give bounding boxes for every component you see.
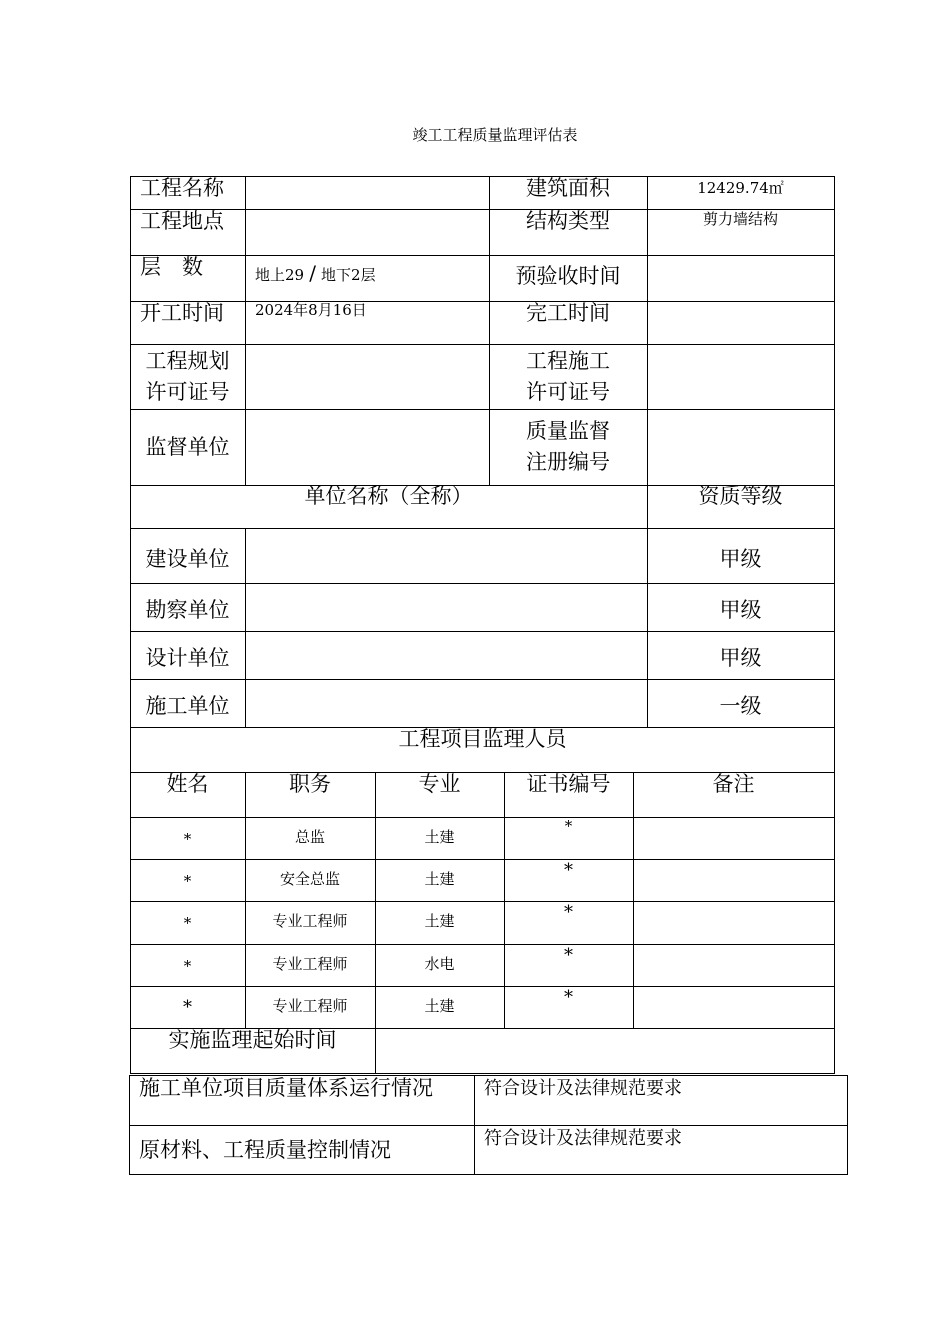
- floors-value: [255, 259, 376, 287]
- staff-specialty: 水电: [424, 955, 455, 973]
- staff-certificate: *: [564, 817, 573, 835]
- quality-reg-label: [489, 417, 647, 478]
- finish-time-label: 完工时间: [526, 301, 610, 325]
- staff-position: 专业工程师: [272, 912, 348, 930]
- staff-name: *: [183, 914, 192, 932]
- structure-value: 剪力墙结构: [702, 210, 778, 228]
- staff-specialty: 土建: [424, 912, 455, 930]
- construct-permit-label-line-2: 许可证号: [526, 380, 610, 405]
- staff-certificate: *: [564, 987, 573, 1008]
- area-value: 12429.74㎡: [697, 179, 784, 197]
- area-label: 建筑面积: [526, 176, 610, 200]
- column-header-name: 姓名: [166, 772, 209, 796]
- quality-system-value: 符合设计及法律规范要求: [484, 1078, 682, 1099]
- qualification-grade-header: 资质等级: [698, 484, 783, 508]
- staff-name: *: [183, 957, 192, 975]
- floors-above: 地上29: [255, 266, 305, 284]
- unit-label-design: 设计单位: [145, 646, 230, 670]
- column-header-position: 职务: [289, 772, 331, 796]
- quality-reg-label-line-1: 质量监督: [526, 419, 610, 443]
- staff-certificate: *: [564, 860, 573, 881]
- start-time-value: 2024年8月16日: [255, 301, 367, 319]
- material-control-value: 符合设计及法律规范要求: [484, 1128, 682, 1149]
- start-time-label: 开工时间: [140, 301, 224, 325]
- supervision-start-time-label: 实施监理起始时间: [168, 1028, 337, 1052]
- floors-label: 层 数: [140, 255, 203, 279]
- staff-position: 安全总监: [279, 870, 340, 888]
- staff-section-title: 工程项目监理人员: [398, 727, 567, 751]
- quality-system-label: 施工单位项目质量体系运行情况: [139, 1076, 433, 1100]
- unit-name-header: 单位名称（全称）: [304, 484, 473, 508]
- unit-grade-contractor: 一级: [719, 694, 762, 718]
- page-title: 竣工工程质量监理评估表: [412, 126, 578, 144]
- staff-specialty: 土建: [424, 870, 455, 888]
- construct-permit-label-line-1: 工程施工: [526, 349, 610, 373]
- staff-specialty: 土建: [424, 828, 455, 846]
- unit-grade-design: 甲级: [719, 646, 762, 670]
- pre-acceptance-label: 预验收时间: [515, 264, 621, 288]
- column-header-certificate: 证书编号: [526, 772, 611, 796]
- unit-label-survey: 勘察单位: [145, 598, 230, 622]
- unit-grade-survey: 甲级: [719, 598, 762, 622]
- unit-grade-construction-owner: 甲级: [719, 547, 762, 571]
- staff-name: *: [183, 830, 192, 848]
- floors-below: 地下2层: [321, 266, 376, 284]
- plan-permit-label-line-2: 许可证号: [145, 380, 230, 405]
- unit-label-construction-owner: 建设单位: [145, 547, 230, 571]
- supervise-unit-label: 监督单位: [145, 435, 230, 459]
- column-header-note: 备注: [712, 772, 755, 796]
- quality-reg-label-line-2: 注册编号: [526, 450, 610, 475]
- material-control-label: 原材料、工程质量控制情况: [139, 1138, 391, 1162]
- construct-permit-label: [489, 347, 647, 408]
- staff-name: *: [183, 872, 192, 890]
- staff-specialty: 土建: [424, 997, 455, 1015]
- unit-label-contractor: 施工单位: [145, 694, 230, 718]
- staff-certificate: *: [564, 945, 573, 966]
- staff-certificate: *: [564, 902, 573, 923]
- column-header-specialty: 专业: [418, 772, 461, 796]
- location-label: 工程地点: [140, 209, 224, 233]
- plan-permit-label: [130, 347, 245, 408]
- staff-position: 总监: [294, 828, 325, 846]
- project-name-label: 工程名称: [140, 176, 224, 200]
- staff-position: 专业工程师: [272, 997, 348, 1015]
- staff-position: 专业工程师: [272, 955, 348, 973]
- structure-label: 结构类型: [526, 209, 610, 233]
- plan-permit-label-line-1: 工程规划: [145, 349, 230, 373]
- staff-name: *: [183, 997, 192, 1018]
- floors-separator: /: [309, 261, 316, 285]
